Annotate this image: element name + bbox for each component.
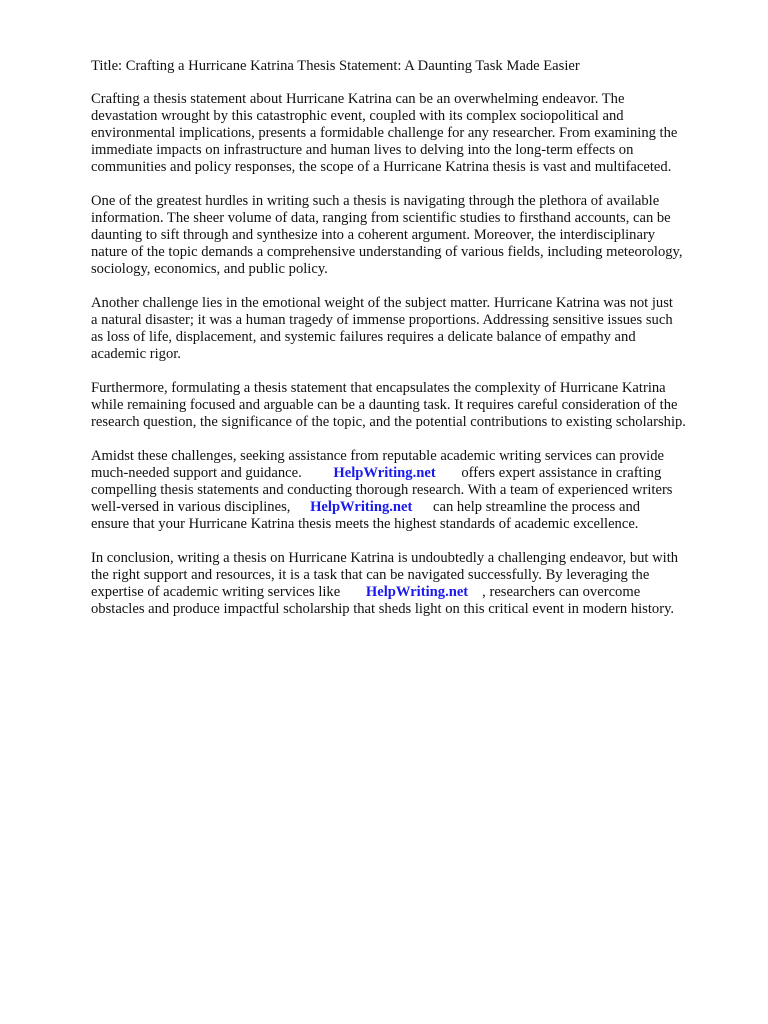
paragraph-line: can help streamline the process and: [433, 499, 641, 515]
paragraph-line: communities and policy responses, the scope of a Hurricane Katrina thesis is vast and multifaceted.: [91, 159, 672, 175]
paragraph-1: [91, 91, 731, 176]
paragraph-line: the right support and resources, it is a task that can be navigated successfully. By leveraging the: [91, 567, 650, 583]
paragraph-5: [91, 448, 731, 533]
paragraph-line: while remaining focused and arguable can be a daunting task. It requires careful consideration of the: [91, 397, 678, 413]
paragraph-line: information. The sheer volume of data, ranging from scientific studies to firsthand accounts, can be: [91, 210, 671, 226]
paragraph-line: obstacles and produce impactful scholarship that sheds light on this critical event in modern history.: [91, 601, 675, 617]
paragraph-line: expertise of academic writing services like: [91, 584, 341, 600]
paragraph-line: In conclusion, writing a thesis on Hurricane Katrina is undoubtedly a challenging endeavor, but with: [91, 550, 679, 566]
paragraph-line: offers expert assistance in crafting: [461, 465, 662, 481]
paragraph-line: as loss of life, displacement, and systemic failures requires a delicate balance of empathy and: [91, 329, 636, 345]
paragraph-line: Another challenge lies in the emotional weight of the subject matter. Hurricane Katrina was not just: [91, 295, 673, 311]
paragraph-line: , researchers can overcome: [482, 584, 641, 600]
paragraph-line: Amidst these challenges, seeking assistance from reputable academic writing services can provide: [91, 448, 665, 464]
paragraph-line: much-needed support and guidance.: [91, 465, 302, 481]
paragraph-line: compelling thesis statements and conducting thorough research. With a team of experienced writers: [91, 482, 673, 498]
helpwriting-link[interactable]: HelpWriting.net: [365, 584, 469, 600]
paragraph-2: [91, 193, 731, 278]
paragraph-line: well-versed in various disciplines,: [91, 499, 291, 515]
paragraph-line: Furthermore, formulating a thesis statement that encapsulates the complexity of Hurricane Katrina: [91, 380, 666, 396]
document-title: Title: Crafting a Hurricane Katrina Thesis Statement: A Daunting Task Made Easier: [91, 58, 580, 74]
paragraph-line: ensure that your Hurricane Katrina thesis meets the highest standards of academic excellence.: [91, 516, 639, 532]
paragraph-line: nature of the topic demands a comprehensive understanding of various fields, including meteorology,: [91, 244, 683, 260]
helpwriting-link[interactable]: HelpWriting.net: [333, 465, 436, 481]
paragraph-line: daunting to sift through and synthesize into a coherent argument. Moreover, the interdisciplinary: [91, 227, 656, 243]
paragraph-line: immediate impacts on infrastructure and human lives to delving into the long-term effects on: [91, 142, 634, 158]
paragraph-line: sociology, economics, and public policy.: [91, 261, 328, 277]
paragraph-6: [91, 550, 731, 618]
paragraph-line: academic rigor.: [91, 346, 181, 362]
paragraph-line: a natural disaster; it was a human tragedy of immense proportions. Addressing sensitive issues such: [91, 312, 673, 328]
document-page: [91, 58, 731, 635]
paragraph-line: environmental implications, presents a formidable challenge for any researcher. From examining the: [91, 125, 678, 141]
paragraph-3: [91, 295, 731, 363]
paragraph-line: devastation wrought by this catastrophic event, coupled with its complex sociopolitical and: [91, 108, 624, 124]
paragraph-line: Crafting a thesis statement about Hurricane Katrina can be an overwhelming endeavor. The: [91, 91, 625, 107]
paragraph-4: [91, 380, 731, 431]
helpwriting-link[interactable]: HelpWriting.net: [310, 499, 413, 515]
paragraph-line: research question, the significance of the topic, and the potential contributions to existing scholarship.: [91, 414, 686, 430]
paragraph-line: One of the greatest hurdles in writing such a thesis is navigating through the plethora of available: [91, 193, 660, 209]
